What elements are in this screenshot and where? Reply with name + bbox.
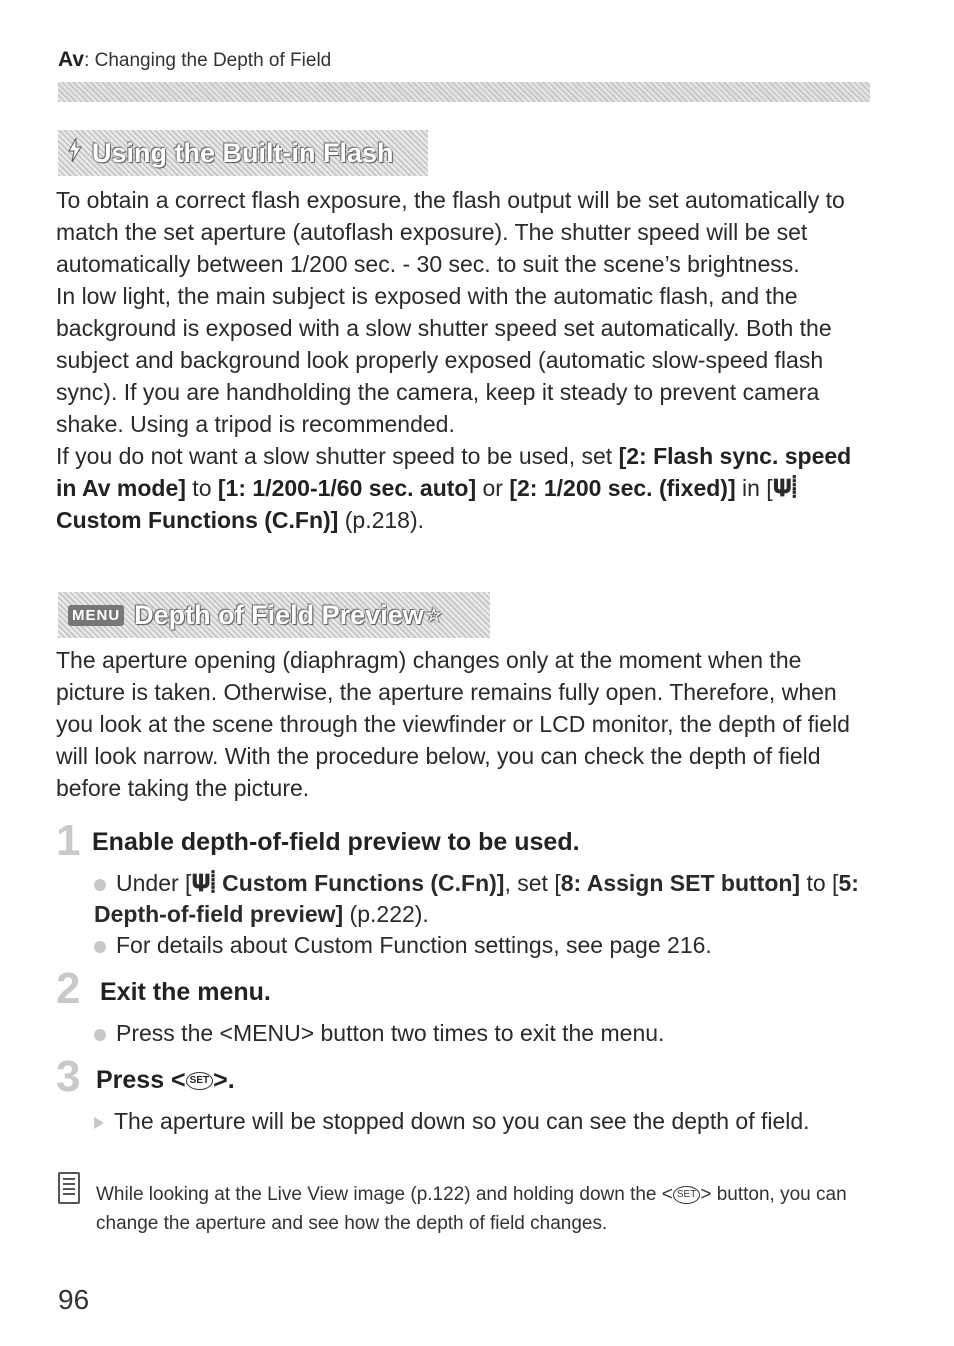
section-heading-flash bbox=[58, 130, 428, 176]
section-heading-dof bbox=[58, 592, 490, 638]
step-number: 2 bbox=[56, 964, 81, 1013]
paragraph: To obtain a correct flash exposure, the flash output will be set automatically to match the set aperture (autoflash exposure). The shutter speed will be set automatically between 1/200 sec. - 30 sec. to suit the scene’s brightness. bbox=[56, 187, 845, 277]
dof-body: The aperture opening (diaphragm) changes only at the moment when the picture is taken. Otherwise, the aperture remains fully open. Therefore, when you look at the scene through the viewfinder or LCD monitor, the depth of field will look narrow. With the procedure below, you can check the depth of field before taking the picture. bbox=[56, 647, 850, 801]
text: (p.222). bbox=[343, 901, 429, 927]
text: For details about Custom Function settings, see page 216. bbox=[116, 932, 712, 958]
section-title: Using the Built-in Flash bbox=[92, 137, 394, 168]
step-title: Exit the menu. bbox=[100, 978, 271, 1006]
text: Press the <MENU> button two times to exit the menu. bbox=[116, 1020, 665, 1046]
step-3 bbox=[56, 1052, 80, 1102]
list-item bbox=[94, 1018, 874, 1049]
running-header bbox=[58, 48, 331, 72]
bold-text: [2: Flash sync. speed in Av mode] bbox=[56, 443, 852, 501]
text: or bbox=[476, 475, 510, 501]
bullet-icon bbox=[94, 941, 106, 953]
list-item bbox=[94, 1106, 874, 1137]
page-number: 96 bbox=[58, 1284, 90, 1315]
text: to [ bbox=[800, 870, 839, 896]
av-mode-label: Av bbox=[58, 48, 85, 71]
custom-function-icon: 𝚿⸽ bbox=[772, 475, 797, 501]
header-title: : Changing the Depth of Field bbox=[84, 50, 332, 71]
step-number: 1 bbox=[56, 816, 81, 865]
step-2 bbox=[56, 964, 80, 1014]
text: (p.218). bbox=[338, 507, 425, 533]
text: > button, you can change the aperture and see how the depth of field changes. bbox=[96, 1184, 847, 1234]
text: in [ bbox=[735, 475, 773, 501]
step-1 bbox=[56, 816, 80, 866]
bold-text: 5: Depth-of-field preview] bbox=[94, 870, 859, 927]
note-icon bbox=[58, 1172, 80, 1204]
text: Under [ bbox=[116, 870, 192, 896]
section-title: Depth of Field Preview bbox=[134, 599, 424, 630]
step-number: 3 bbox=[56, 1052, 81, 1101]
text: to bbox=[185, 475, 218, 501]
step-title: Enable depth-of-field preview to be used. bbox=[92, 828, 580, 856]
text: , set [ bbox=[504, 870, 561, 896]
bold-text: [1: 1/200-1/60 sec. auto] bbox=[217, 475, 477, 501]
list-item bbox=[94, 868, 874, 930]
text: If you do not want a slow shutter speed to be used, set bbox=[56, 443, 619, 469]
star-icon: ☆ bbox=[425, 604, 442, 625]
bullet-icon bbox=[94, 879, 106, 891]
bold-text: Custom Functions (C.Fn)] bbox=[222, 870, 505, 896]
flash-bolt-icon bbox=[68, 138, 82, 169]
note-text bbox=[96, 1180, 856, 1238]
flash-body bbox=[56, 184, 876, 536]
bullet-icon bbox=[94, 1029, 106, 1041]
header-band bbox=[58, 82, 870, 102]
bold-text: [2: 1/200 sec. (fixed)] bbox=[509, 475, 736, 501]
bold-text: 8: Assign SET button] bbox=[560, 870, 801, 896]
text: >. bbox=[213, 1066, 235, 1094]
paragraph bbox=[56, 440, 876, 536]
text: Press < bbox=[96, 1066, 186, 1094]
custom-function-icon: 𝚿⸽ bbox=[191, 870, 223, 896]
set-button-icon: SET bbox=[186, 1072, 213, 1090]
step-title bbox=[96, 1066, 235, 1095]
list-item bbox=[94, 930, 874, 961]
text: The aperture will be stopped down so you can see the depth of field. bbox=[114, 1108, 810, 1134]
bold-text: Custom Functions (C.Fn)] bbox=[56, 507, 339, 533]
text: While looking at the Live View image (p.122) and holding down the < bbox=[96, 1184, 673, 1205]
set-button-icon: SET bbox=[673, 1186, 700, 1204]
menu-icon: MENU bbox=[68, 605, 124, 626]
arrow-bullet-icon bbox=[94, 1117, 104, 1129]
paragraph: In low light, the main subject is exposed with the automatic flash, and the background is exposed with a slow shutter speed set automatically. Both the subject and background look properly exposed (automatic slow-speed flash sync). If you are handholding the camera, keep it steady to prevent camera shake. Using a tripod is recommended. bbox=[56, 283, 832, 437]
